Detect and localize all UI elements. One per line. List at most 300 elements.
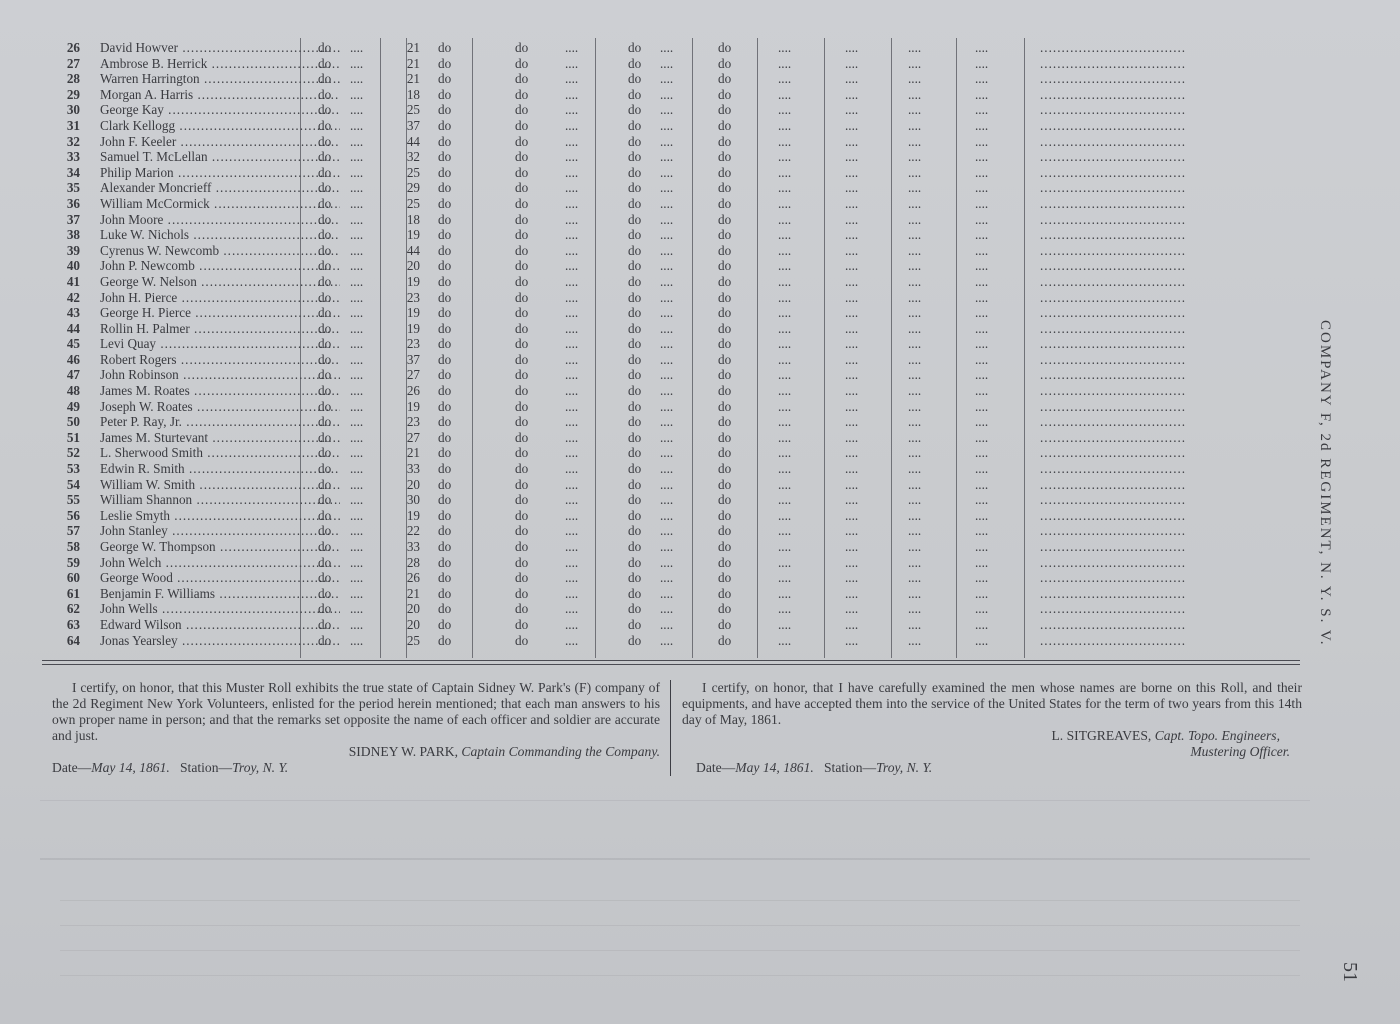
leader-dots: .... (350, 570, 364, 586)
ditto-cell: do (718, 632, 732, 648)
empty-dots: .... (778, 55, 792, 71)
ditto-cell: do (515, 523, 529, 539)
empty-dots: .... (845, 117, 859, 133)
rank-ditto: do (318, 445, 332, 461)
empty-dots: .... (975, 71, 989, 87)
ditto-cell: do (515, 149, 529, 165)
table-row (40, 492, 1300, 508)
rank-ditto: do (318, 585, 332, 601)
ditto-cell: do (438, 523, 452, 539)
row-number: 46 (66, 351, 80, 367)
leader-dots: .... (565, 398, 579, 414)
ditto-cell: do (628, 507, 642, 523)
remarks-dots: .................................. (1040, 258, 1187, 274)
leader-dots: .... (565, 133, 579, 149)
table-row (40, 227, 1300, 243)
ditto-cell: do (628, 351, 642, 367)
empty-dots: .... (975, 523, 989, 539)
ditto-cell: do (515, 539, 529, 554)
leader-dots: .... (660, 507, 674, 523)
leader-dots: .... (565, 55, 579, 71)
table-row (40, 118, 1300, 134)
row-number: 54 (66, 476, 80, 492)
ditto-cell: do (515, 227, 529, 243)
leader-dots: .... (660, 86, 674, 102)
empty-dots: .... (908, 117, 922, 133)
soldier-name: Philip Marion ..... (100, 165, 340, 181)
leader-dots: .... (350, 289, 364, 305)
age-value: 18 (406, 86, 420, 102)
empty-dots: .... (778, 195, 792, 211)
row-number: 58 (66, 539, 80, 554)
empty-dots: .... (975, 164, 989, 180)
ditto-cell: do (628, 383, 642, 399)
ditto-cell: do (718, 336, 732, 352)
ditto-cell: do (438, 461, 452, 477)
leader-dots: .... (660, 149, 674, 165)
empty-dots: .... (908, 71, 922, 87)
empty-dots: .... (778, 86, 792, 102)
leader-dots: .... (565, 117, 579, 133)
ditto-cell: do (515, 305, 529, 321)
certificate-divider (670, 680, 671, 776)
empty-dots: .... (845, 180, 859, 196)
leader-dots: .... (660, 476, 674, 492)
remarks-dots: .................................. (1040, 164, 1187, 180)
leader-dots: .... (565, 429, 579, 445)
leader-dots: .... (660, 539, 674, 554)
empty-dots: .... (778, 383, 792, 399)
remarks-dots: .................................. (1040, 195, 1187, 211)
empty-dots: .... (908, 336, 922, 352)
ditto-cell: do (515, 273, 529, 289)
empty-dots: .... (975, 102, 989, 118)
leader-dots: .... (350, 445, 364, 461)
leader-dots: .... (660, 383, 674, 399)
captain-certificate (52, 680, 660, 776)
table-row (40, 71, 1300, 87)
ditto-cell: do (628, 227, 642, 243)
empty-dots: .... (908, 305, 922, 321)
ditto-cell: do (515, 289, 529, 305)
empty-dots: .... (908, 242, 922, 258)
leader-dots: .... (660, 258, 674, 274)
soldier-name: George Kay ..... (100, 102, 340, 118)
leader-dots: .... (660, 367, 674, 383)
empty-dots: .... (778, 554, 792, 570)
rank-ditto: do (318, 289, 332, 305)
row-number: 27 (66, 55, 80, 71)
ditto-cell: do (718, 258, 732, 274)
row-number: 28 (66, 71, 80, 87)
station-label: Station— (180, 760, 233, 775)
empty-dots: .... (908, 195, 922, 211)
rank-ditto: do (318, 367, 332, 383)
mustering-officer-certificate (682, 680, 1302, 776)
empty-dots: .... (908, 289, 922, 305)
soldier-name: Edwin R. Smith ..... (100, 461, 340, 477)
empty-dots: .... (778, 336, 792, 352)
soldier-name: L. Sherwood Smith ..... (100, 445, 340, 461)
rank-ditto: do (318, 242, 332, 258)
leader-dots: .... (565, 289, 579, 305)
leader-dots: .... (350, 367, 364, 383)
ditto-cell: do (628, 539, 642, 554)
empty-dots: .... (908, 164, 922, 180)
leader-dots: .... (660, 570, 674, 586)
leader-dots: .... (565, 414, 579, 430)
rank-ditto: do (318, 258, 332, 274)
ditto-cell: do (438, 554, 452, 570)
remarks-dots: .................................. (1040, 601, 1187, 617)
ditto-cell: do (718, 242, 732, 258)
age-value: 26 (406, 383, 420, 399)
soldier-name: George W. Thompson ..... (100, 539, 340, 555)
empty-dots: .... (975, 117, 989, 133)
leader-dots: .... (565, 102, 579, 118)
leader-dots: .... (565, 227, 579, 243)
remarks-dots: .................................. (1040, 461, 1187, 477)
ditto-cell: do (438, 351, 452, 367)
empty-dots: .... (845, 273, 859, 289)
ditto-cell: do (515, 616, 529, 632)
empty-dots: .... (778, 289, 792, 305)
age-value: 23 (406, 336, 420, 352)
date-value: May 14, 1861. (91, 760, 170, 775)
remarks-dots: .................................. (1040, 71, 1187, 87)
row-number: 62 (66, 601, 80, 617)
soldier-name: James M. Sturtevant ..... (100, 430, 340, 446)
soldier-name: Benjamin F. Williams ..... (100, 586, 340, 602)
leader-dots: .... (660, 601, 674, 617)
ditto-cell: do (438, 86, 452, 102)
rank-ditto: do (318, 632, 332, 648)
leader-dots: .... (565, 601, 579, 617)
column-rule (300, 38, 301, 658)
ditto-cell: do (628, 40, 642, 55)
ditto-cell: do (438, 632, 452, 648)
leader-dots: .... (660, 195, 674, 211)
ditto-cell: do (515, 55, 529, 71)
empty-dots: .... (975, 383, 989, 399)
empty-dots: .... (975, 492, 989, 508)
ditto-cell: do (438, 414, 452, 430)
empty-dots: .... (975, 336, 989, 352)
ditto-cell: do (718, 523, 732, 539)
empty-dots: .... (845, 133, 859, 149)
table-row (40, 523, 1300, 539)
leader-dots: .... (660, 398, 674, 414)
empty-dots: .... (908, 258, 922, 274)
soldier-name: Clark Kellogg ..... (100, 118, 340, 134)
empty-dots: .... (908, 616, 922, 632)
empty-dots: .... (845, 367, 859, 383)
ditto-cell: do (438, 227, 452, 243)
row-number: 43 (66, 305, 80, 321)
empty-dots: .... (845, 195, 859, 211)
date-value: May 14, 1861. (735, 760, 814, 775)
column-rule (692, 38, 693, 658)
soldier-name: James M. Roates ..... (100, 383, 340, 399)
leader-dots: .... (660, 554, 674, 570)
remarks-dots: .................................. (1040, 445, 1187, 461)
empty-dots: .... (908, 86, 922, 102)
empty-dots: .... (845, 242, 859, 258)
leader-dots: .... (350, 227, 364, 243)
remarks-dots: .................................. (1040, 398, 1187, 414)
rank-ditto: do (318, 351, 332, 367)
age-value: 33 (406, 539, 420, 554)
soldier-name: William Shannon ..... (100, 492, 340, 508)
empty-dots: .... (975, 445, 989, 461)
remarks-dots: .................................. (1040, 336, 1187, 352)
ditto-cell: do (718, 71, 732, 87)
ditto-cell: do (718, 211, 732, 227)
row-number: 52 (66, 445, 80, 461)
leader-dots: .... (660, 351, 674, 367)
row-number: 41 (66, 273, 80, 289)
ditto-cell: do (515, 601, 529, 617)
leader-dots: .... (565, 632, 579, 648)
leader-dots: .... (350, 86, 364, 102)
station-label: Station— (824, 760, 877, 775)
ditto-cell: do (515, 320, 529, 336)
row-number: 60 (66, 570, 80, 586)
ditto-cell: do (438, 289, 452, 305)
ditto-cell: do (628, 336, 642, 352)
table-row (40, 414, 1300, 430)
column-rule (1024, 38, 1025, 658)
leader-dots: .... (565, 336, 579, 352)
table-row (40, 258, 1300, 274)
empty-dots: .... (845, 164, 859, 180)
ditto-cell: do (515, 258, 529, 274)
leader-dots: .... (660, 40, 674, 55)
ditto-cell: do (628, 632, 642, 648)
empty-dots: .... (778, 71, 792, 87)
empty-dots: .... (845, 305, 859, 321)
empty-dots: .... (778, 211, 792, 227)
leader-dots: .... (350, 195, 364, 211)
ditto-cell: do (628, 398, 642, 414)
empty-dots: .... (908, 102, 922, 118)
age-value: 28 (406, 554, 420, 570)
empty-dots: .... (908, 523, 922, 539)
ditto-cell: do (628, 164, 642, 180)
empty-dots: .... (908, 133, 922, 149)
column-rule (595, 38, 596, 658)
table-row (40, 383, 1300, 399)
rank-ditto: do (318, 149, 332, 165)
empty-dots: .... (975, 414, 989, 430)
empty-dots: .... (778, 367, 792, 383)
ditto-cell: do (515, 414, 529, 430)
row-number: 44 (66, 320, 80, 336)
ditto-cell: do (718, 164, 732, 180)
age-value: 19 (406, 507, 420, 523)
empty-dots: .... (908, 40, 922, 55)
leader-dots: .... (350, 554, 364, 570)
ditto-cell: do (628, 414, 642, 430)
rank-ditto: do (318, 616, 332, 632)
empty-dots: .... (908, 585, 922, 601)
remarks-dots: .................................. (1040, 227, 1187, 243)
table-row (40, 274, 1300, 290)
rank-ditto: do (318, 71, 332, 87)
soldier-name: Warren Harrington ..... (100, 71, 340, 87)
age-value: 27 (406, 429, 420, 445)
leader-dots: .... (565, 195, 579, 211)
empty-dots: .... (778, 133, 792, 149)
ditto-cell: do (718, 570, 732, 586)
ditto-cell: do (438, 305, 452, 321)
rank-ditto: do (318, 320, 332, 336)
empty-dots: .... (845, 211, 859, 227)
leader-dots: .... (350, 320, 364, 336)
row-number: 34 (66, 164, 80, 180)
row-number: 55 (66, 492, 80, 508)
leader-dots: .... (565, 616, 579, 632)
empty-dots: .... (845, 336, 859, 352)
ditto-cell: do (438, 601, 452, 617)
leader-dots: .... (350, 507, 364, 523)
empty-dots: .... (975, 539, 989, 554)
rank-ditto: do (318, 40, 332, 55)
empty-dots: .... (845, 616, 859, 632)
officer-signer-title: Capt. Topo. Engineers, (1154, 728, 1280, 743)
empty-dots: .... (908, 367, 922, 383)
age-value: 19 (406, 305, 420, 321)
empty-dots: .... (975, 180, 989, 196)
ditto-cell: do (628, 461, 642, 477)
empty-dots: .... (845, 585, 859, 601)
remarks-dots: .................................. (1040, 539, 1187, 554)
soldier-name: Alexander Moncrieff ..... (100, 180, 340, 196)
ditto-cell: do (438, 367, 452, 383)
leader-dots: .... (350, 336, 364, 352)
empty-dots: .... (845, 149, 859, 165)
empty-dots: .... (908, 383, 922, 399)
leader-dots: .... (565, 149, 579, 165)
ditto-cell: do (628, 242, 642, 258)
ditto-cell: do (515, 367, 529, 383)
age-value: 21 (406, 40, 420, 55)
column-rule (472, 38, 473, 658)
ditto-cell: do (718, 117, 732, 133)
ditto-cell: do (718, 507, 732, 523)
soldier-name: John Wells ..... (100, 601, 340, 617)
soldier-name: John Stanley ..... (100, 523, 340, 539)
leader-dots: .... (565, 539, 579, 554)
leader-dots: .... (350, 180, 364, 196)
table-row (40, 134, 1300, 150)
ditto-cell: do (515, 164, 529, 180)
empty-dots: .... (778, 180, 792, 196)
soldier-name: Jonas Yearsley ..... (100, 633, 340, 649)
age-value: 18 (406, 211, 420, 227)
leader-dots: .... (660, 71, 674, 87)
row-number: 64 (66, 632, 80, 648)
row-number: 36 (66, 195, 80, 211)
remarks-dots: .................................. (1040, 86, 1187, 102)
empty-dots: .... (908, 227, 922, 243)
bleed-through-line (60, 950, 1300, 951)
ditto-cell: do (718, 180, 732, 196)
soldier-name: John F. Keeler ..... (100, 134, 340, 150)
leader-dots: .... (350, 539, 364, 554)
empty-dots: .... (975, 585, 989, 601)
rank-ditto: do (318, 86, 332, 102)
empty-dots: .... (975, 429, 989, 445)
table-row (40, 445, 1300, 461)
ditto-cell: do (438, 616, 452, 632)
ditto-cell: do (515, 336, 529, 352)
leader-dots: .... (660, 305, 674, 321)
soldier-name: William W. Smith ..... (100, 477, 340, 493)
ditto-cell: do (628, 71, 642, 87)
age-value: 37 (406, 117, 420, 133)
empty-dots: .... (778, 242, 792, 258)
ditto-cell: do (718, 476, 732, 492)
age-value: 19 (406, 320, 420, 336)
column-rule (824, 38, 825, 658)
leader-dots: .... (565, 476, 579, 492)
bleed-through-line (60, 975, 1300, 976)
ditto-cell: do (718, 383, 732, 399)
captain-certificate-text: I certify, on honor, that this Muster Roll exhibits the true state of Captain Sidney W. Park's (F) company of the 2d Regiment New York Volunteers, enlisted for the period herein mentioned; that each man answers to his own proper name in person; and that the remarks set opposite the name of each officer and soldier are accurate and just. (52, 680, 660, 743)
empty-dots: .... (975, 227, 989, 243)
rank-ditto: do (318, 429, 332, 445)
empty-dots: .... (845, 40, 859, 55)
rank-ditto: do (318, 133, 332, 149)
empty-dots: .... (845, 102, 859, 118)
column-rule (380, 38, 381, 658)
remarks-dots: .................................. (1040, 149, 1187, 165)
leader-dots: .... (660, 133, 674, 149)
ditto-cell: do (628, 86, 642, 102)
soldier-name: George Wood ..... (100, 570, 340, 586)
row-number: 49 (66, 398, 80, 414)
leader-dots: .... (350, 102, 364, 118)
row-number: 47 (66, 367, 80, 383)
table-row (40, 586, 1300, 602)
leader-dots: .... (660, 414, 674, 430)
ditto-cell: do (718, 320, 732, 336)
age-value: 26 (406, 570, 420, 586)
rank-ditto: do (318, 195, 332, 211)
empty-dots: .... (778, 601, 792, 617)
empty-dots: .... (975, 40, 989, 55)
ditto-cell: do (515, 195, 529, 211)
remarks-dots: .................................. (1040, 492, 1187, 508)
empty-dots: .... (975, 149, 989, 165)
leader-dots: .... (350, 149, 364, 165)
row-number: 61 (66, 585, 80, 601)
ditto-cell: do (718, 133, 732, 149)
age-value: 32 (406, 149, 420, 165)
empty-dots: .... (845, 86, 859, 102)
leader-dots: .... (350, 133, 364, 149)
ditto-cell: do (515, 180, 529, 196)
empty-dots: .... (975, 398, 989, 414)
ditto-cell: do (515, 570, 529, 586)
ditto-cell: do (438, 71, 452, 87)
leader-dots: .... (350, 71, 364, 87)
table-row (40, 570, 1300, 586)
leader-dots: .... (350, 414, 364, 430)
ditto-cell: do (718, 351, 732, 367)
empty-dots: .... (975, 55, 989, 71)
